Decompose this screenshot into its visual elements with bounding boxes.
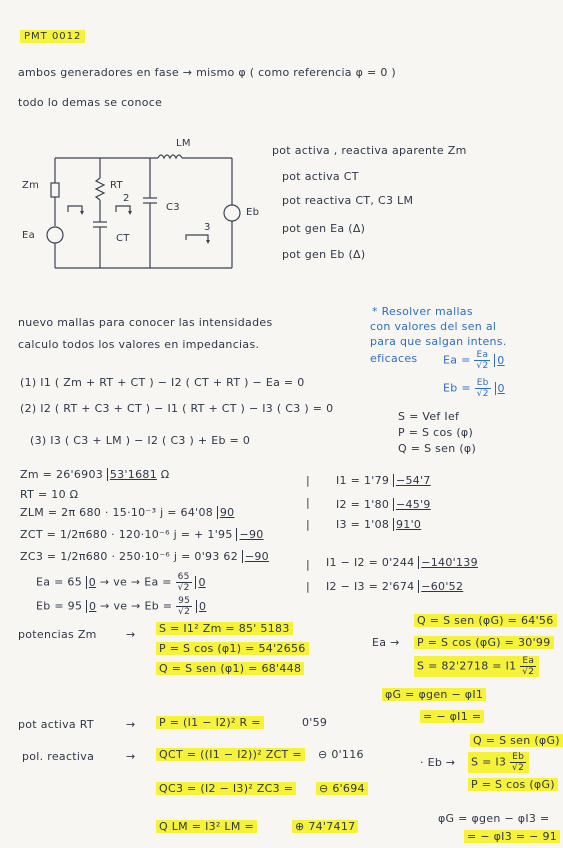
power-def-s: S = Vef Ief bbox=[398, 410, 460, 423]
rt-power-value: 0'59 bbox=[302, 716, 328, 729]
reactive-qc3-value: ⊖ 6'694 bbox=[316, 782, 368, 795]
value-ea bbox=[36, 572, 206, 593]
value-eb-angle-2: 0 bbox=[196, 600, 206, 613]
note-ea-angle: 0 bbox=[494, 354, 504, 367]
reactive-qc3: QC3 = (I2 − I3)² ZC3 = bbox=[156, 782, 296, 795]
arrow-icon: → bbox=[126, 718, 136, 731]
value-zm-angle: 53'1681 bbox=[107, 468, 157, 481]
note-ea-num: Ea bbox=[474, 350, 490, 361]
c3-label: C3 bbox=[166, 202, 180, 213]
side-item-2: pot activa CT bbox=[282, 170, 359, 183]
value-eb-lhs: Eb = 95 bbox=[36, 599, 83, 613]
ea-power-q: Q = S sen (φG) = 64'56 bbox=[414, 614, 557, 627]
note-eb-num: Eb bbox=[475, 378, 491, 389]
mesh-2-label: 2 bbox=[123, 193, 130, 204]
zm-label: Zm bbox=[22, 180, 40, 191]
note-line-3: para que salgan intens. bbox=[370, 335, 507, 348]
value-ea-angle-2: 0 bbox=[195, 576, 205, 589]
note-ea bbox=[443, 350, 505, 371]
note-eb-angle: 0 bbox=[495, 382, 505, 395]
current-i3-angle: 91'0 bbox=[393, 518, 421, 531]
ea-power-s bbox=[414, 656, 539, 677]
value-zm bbox=[20, 468, 170, 481]
rt-power-expr: P = (I1 − I2)² R = bbox=[156, 716, 264, 729]
equation-3: (3) I3 ( C3 + LM ) − I2 ( C3 ) + Eb = 0 bbox=[30, 434, 251, 447]
note-line-2: con valores del sen al bbox=[370, 320, 497, 333]
current-diff-23-lhs: I2 − I3 = 2'674 bbox=[326, 580, 415, 593]
value-zlm-lhs: ZLM = 2π 680 · 15·10⁻³ j = 64'08 bbox=[20, 506, 214, 519]
current-diff-12-lhs: I1 − I2 = 0'244 bbox=[326, 556, 415, 569]
current-i2 bbox=[336, 498, 431, 511]
value-eb bbox=[36, 596, 206, 617]
side-item-5: pot gen Eb (Δ) bbox=[282, 248, 366, 261]
eb-power-s-num: Eb bbox=[510, 752, 526, 763]
value-zlm-angle: 90 bbox=[217, 506, 235, 519]
current-i2-angle: −45'9 bbox=[393, 498, 431, 511]
note-ea-lhs: Ea = bbox=[443, 353, 471, 367]
equation-2: (2) I2 ( RT + C3 + CT ) − I1 ( RT + CT ) − I3 ( C3 ) = 0 bbox=[20, 402, 334, 415]
current-diff-23 bbox=[326, 580, 463, 593]
note-line-4: eficaces bbox=[370, 352, 418, 365]
reactive-qct-value: ⊖ 0'116 bbox=[318, 748, 364, 761]
method-line-2: calculo todos los valores en impedancias. bbox=[18, 338, 260, 351]
value-eb-num: 95 bbox=[178, 596, 191, 606]
value-ea-angle: 0 bbox=[86, 576, 96, 589]
eb-power-phi: φG = φgen − φI3 = bbox=[438, 812, 550, 825]
eb-power-phi-2: = − φI3 = − 91 bbox=[464, 830, 560, 843]
value-ea-den: √2 bbox=[177, 583, 190, 593]
reactive-qlm: Q LM = I3² LM = bbox=[156, 820, 257, 833]
ea-power-arrow: Ea → bbox=[372, 636, 400, 649]
note-eb bbox=[443, 378, 505, 399]
ea-power-s-text: S = 82'2718 = I1 bbox=[417, 659, 517, 673]
reactive-power-label: pol. reactiva bbox=[22, 750, 95, 763]
eb-label: Eb bbox=[246, 207, 260, 218]
mesh-3-label: 3 bbox=[204, 222, 211, 233]
ct-label: CT bbox=[116, 233, 130, 244]
value-ea-lhs: Ea = 65 bbox=[36, 575, 82, 589]
separator-tick: | bbox=[306, 474, 311, 487]
value-zct-angle: −90 bbox=[236, 528, 263, 541]
lm-label: LM bbox=[176, 138, 191, 149]
value-eb-mid: → ve → Eb = bbox=[100, 599, 173, 613]
zm-power-p: P = S cos (φ1) = 54'2656 bbox=[156, 642, 309, 655]
ea-power-phi-2: = − φI1 = bbox=[420, 710, 484, 723]
value-zm-unit: Ω bbox=[160, 468, 170, 481]
rt-label: RT bbox=[110, 180, 123, 191]
current-i1-lhs: I1 = 1'79 bbox=[336, 474, 390, 487]
value-zc3 bbox=[20, 550, 269, 563]
method-line-1: nuevo mallas para conocer las intensidades bbox=[18, 316, 273, 329]
value-zc3-angle: −90 bbox=[242, 550, 269, 563]
value-zct-lhs: ZCT = 1/2π680 · 120·10⁻⁶ j = + 1'95 bbox=[20, 528, 233, 541]
value-eb-angle: 0 bbox=[86, 600, 96, 613]
reactive-qlm-value: ⊕ 74'7417 bbox=[292, 820, 358, 833]
value-zc3-lhs: ZC3 = 1/2π680 · 250·10⁻⁶ j = 0'93 62 bbox=[20, 550, 239, 563]
eb-power-arrow: · Eb → bbox=[420, 756, 456, 769]
zm-power-q: Q = S sen (φ1) = 68'448 bbox=[156, 662, 304, 675]
zm-power-label: potencias Zm bbox=[18, 628, 97, 641]
separator-tick: | bbox=[306, 496, 311, 509]
value-zct bbox=[20, 528, 264, 541]
note-line-1: * Resolver mallas bbox=[372, 305, 473, 318]
separator-tick: | bbox=[306, 558, 311, 571]
page-title: PMT 0012 bbox=[20, 30, 85, 43]
current-diff-12 bbox=[326, 556, 478, 569]
intro-line-2: todo lo demas se conoce bbox=[18, 96, 163, 109]
eb-power-s-den: √2 bbox=[512, 763, 525, 773]
value-ea-num: 65 bbox=[177, 572, 190, 582]
intro-line-1: ambos generadores en fase → mismo φ ( como referencia φ = 0 ) bbox=[18, 66, 397, 79]
current-i2-lhs: I2 = 1'80 bbox=[336, 498, 390, 511]
current-i1 bbox=[336, 474, 431, 487]
current-diff-12-angle: −140'139 bbox=[418, 556, 478, 569]
current-i1-angle: −54'7 bbox=[393, 474, 431, 487]
eb-power-q: Q = S sen (φG) bbox=[470, 734, 563, 747]
ea-power-phi: φG = φgen − φI1 bbox=[382, 688, 486, 701]
eb-power-p: P = S cos (φG) bbox=[468, 778, 558, 791]
current-i3 bbox=[336, 518, 421, 531]
eb-power-s-text: S = I3 bbox=[471, 755, 507, 769]
arrow-icon: → bbox=[126, 750, 136, 763]
value-ea-mid: → ve → Ea = bbox=[99, 575, 172, 589]
zm-power-s: S = I1² Zm = 85' 5183 bbox=[156, 622, 293, 635]
equation-1: (1) I1 ( Zm + RT + CT ) − I2 ( CT + RT ) − Ea = 0 bbox=[20, 376, 305, 389]
value-zlm bbox=[20, 506, 234, 519]
separator-tick: | bbox=[306, 518, 311, 531]
note-ea-den: √2 bbox=[476, 361, 489, 371]
ea-label: Ea bbox=[22, 230, 36, 241]
side-item-1: pot activa , reactiva aparente Zm bbox=[272, 144, 467, 157]
current-i3-lhs: I3 = 1'08 bbox=[336, 518, 390, 531]
ea-power-s-num: Ea bbox=[520, 656, 536, 667]
note-eb-den: √2 bbox=[476, 389, 489, 399]
current-diff-23-angle: −60'52 bbox=[418, 580, 463, 593]
value-eb-den: √2 bbox=[178, 607, 191, 617]
side-item-3: pot reactiva CT, C3 LM bbox=[282, 194, 414, 207]
power-def-q: Q = S sen (φ) bbox=[398, 442, 477, 455]
ea-power-p: P = S cos (φG) = 30'99 bbox=[414, 636, 554, 649]
eb-power-s bbox=[468, 752, 529, 773]
side-item-4: pot gen Ea (Δ) bbox=[282, 222, 366, 235]
arrow-icon: → bbox=[126, 628, 136, 641]
note-eb-lhs: Eb = bbox=[443, 381, 471, 395]
value-zm-lhs: Zm = 26'6903 bbox=[20, 468, 104, 481]
value-rt: RT = 10 Ω bbox=[20, 488, 79, 501]
separator-tick: | bbox=[306, 580, 311, 593]
ea-power-s-den: √2 bbox=[522, 667, 535, 677]
power-def-p: P = S cos (φ) bbox=[398, 426, 474, 439]
rt-power-label: pot activa RT bbox=[18, 718, 94, 731]
reactive-qct: QCT = ((I1 − I2))² ZCT = bbox=[156, 748, 305, 761]
